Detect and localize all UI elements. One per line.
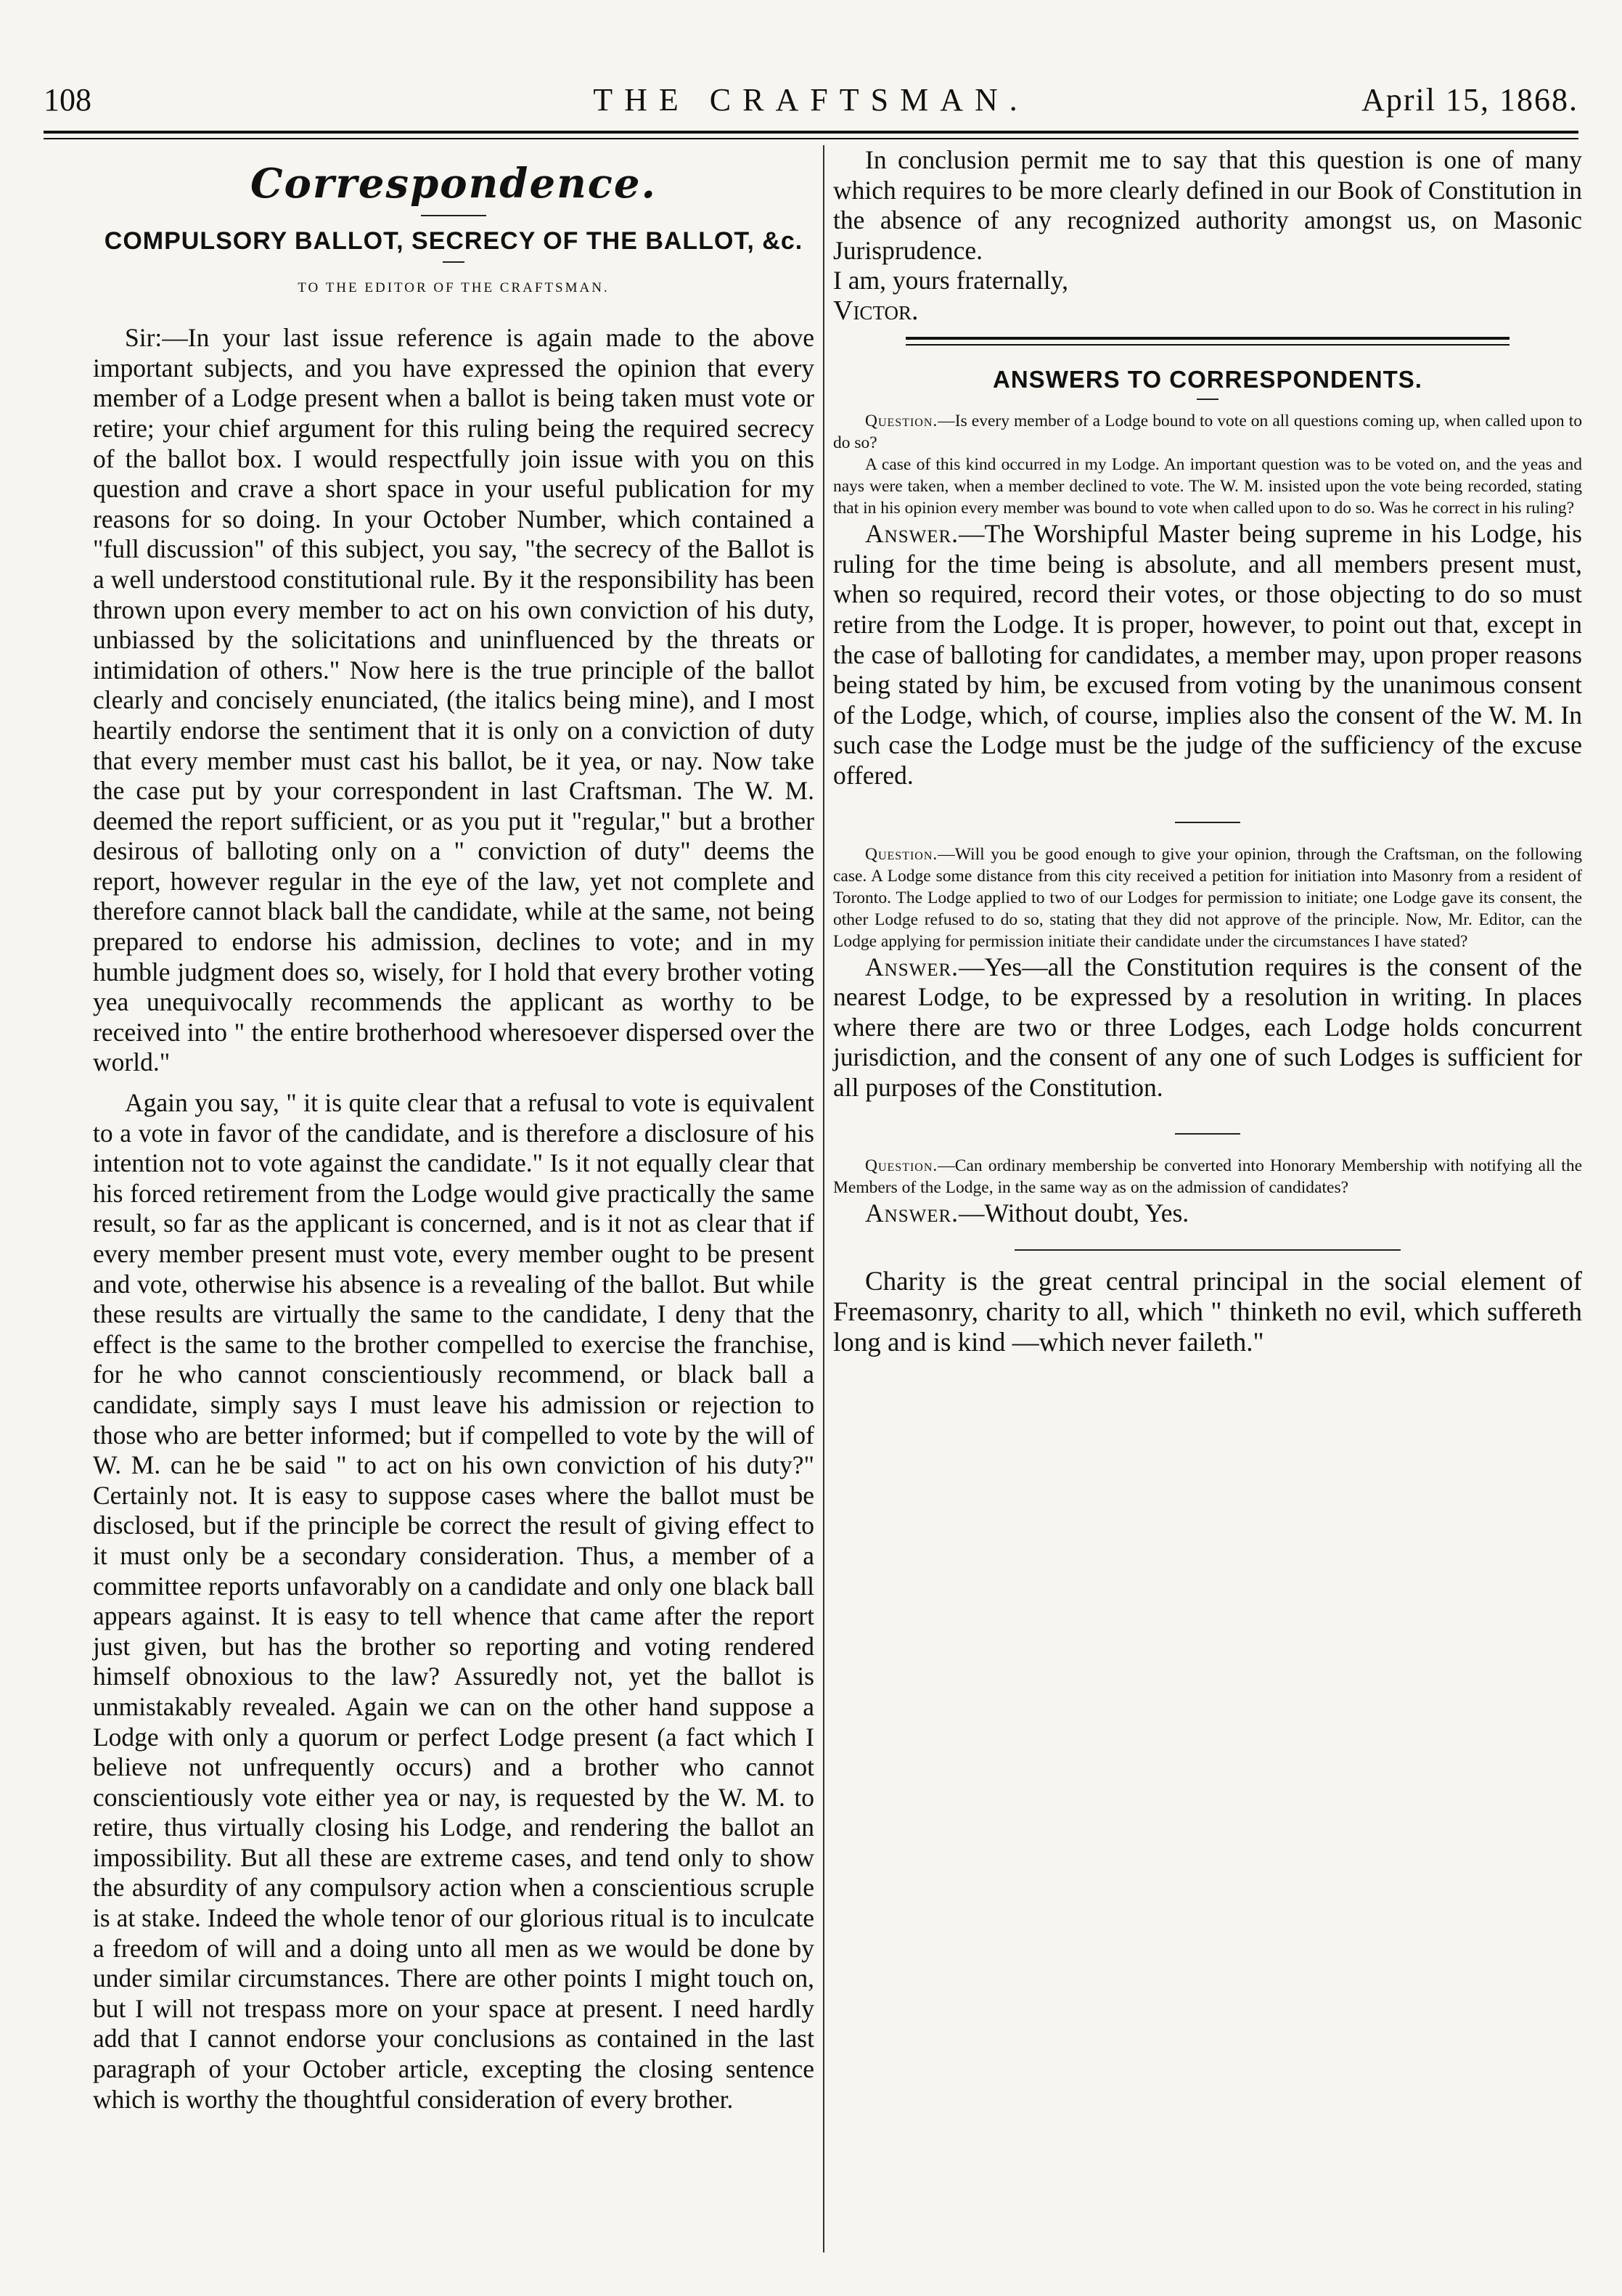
answer-label: Answer. (865, 519, 959, 549)
answer-label: Answer. (865, 952, 959, 981)
letter-paragraph: Sir:—In your last issue reference is again made to the above important subjects, and you have expressed the opinion that every member of a Lodge present when a ballot is being taken must vote or retire; your chief argument for this ruling being the required secrecy of the ballot box. I would respectfully join issue with you on this question and crave a short space in your useful publication for my reasons for so doing. In your October Number, which contained a "full discussion" of this subject, you say, "the secrecy of the Ballot is a well understood constitutional rule. By it the responsibility has been thrown upon every member to act on his own conviction of his duty, unbiassed by the solicitations and uninfluenced by the threats or intimidation of others." Now here is the true principle of the ballot clearly and concisely enunciated, (the italics being mine), and I most heartily endorse the sentiment that it is only on a conviction of duty that every member must cast his ballot, be it yea, or nay. Now take the case put by your correspondent in last Craftsman. The W. M. deemed the report sufficient, or as you put it "regular," but a brother desirous of balloting only on a " conviction of duty" deems the report, however regular in the eye of the law, yet not complete and therefore cannot black ball the candidate, while at the same, not being prepared to endorse his admission, declines to vote; and in my humble judgment does so, wisely, for I hold that every brother voting yea unequivocally recommends the applicant as worthy to be received into " the entire brotherhood wheresoever dispersed over the world." (93, 323, 814, 1077)
question-body: —Can ordinary membership be converted into Honorary Membership with notifying all the Members of the Lodge, in the same way as on the admission of candidates? (833, 1156, 1582, 1198)
header-rule-thin (44, 138, 1578, 139)
answer-item (833, 843, 1582, 1103)
answers-rule (1197, 399, 1218, 400)
letter-paragraph: Again you say, " it is quite clear that a refusal to vote is equivalent to a vote in favor of the candidate, and is therefore a disclosure of his intention not to vote against the candidate." Is it not equally clear that his forced retirement from the Lodge would give practically the same result, so far as the applicant is concerned, and is it not as clear that if every member present must vote, every member ought to be present and vote, otherwise his absence is a revealing of the ballot. But while these results are virtually the same to the candidate, I deny that the effect is the same to the brother compelled to exercise the franchise, for he who cannot conscientiously recommend, or black ball a candidate, simply says I must leave his admission or rejection to those who are better informed; but if compelled to vote by the will of W. M. can he be said " to act on his own conviction of his duty?" Certainly not. It is easy to suppose cases where the ballot must be disclosed, but if the principle be correct the result of giving effect to it must only be a secondary consideration. Thus, a member of a committee reports unfavorably on a candidate and only one black ball appears against. It is easy to tell whence that came after the report just given, but has the brother so reporting and voting rendered himself obnoxious to the law? Assuredly not, yet the ballot is unmistakably revealed. Again we can on the other hand suppose a Lodge with only a quorum or perfect Lodge present (a fact which I believe not unfrequently occurs) and a brother who cannot conscientiously vote either yea or nay, is requested by the W. M. to retire, thus virtually closing his Lodge, and rendering the ballot an impossibility. But all these are extreme cases, and tend only to show the absurdity of any compulsory action when a conscientious scruple is at stake. Indeed the whole tenor of our glorious ritual is to inculcate a freedom of will and a doing unto all men as we would be done by under similar circumstances. There are other points I might touch on, but I will not trespass more on your space at present. I need hardly add that I cannot endorse your conclusions as contained in the last paragraph of your October article, excepting the closing sentence which is worthy the thoughtful consideration of every brother. (93, 1088, 814, 2114)
letter-signoff: I am, yours fraternally, (833, 266, 1068, 295)
left-column (93, 145, 814, 2252)
issue-date: April 15, 1868. (1361, 82, 1578, 118)
column-divider (823, 145, 824, 2252)
section-title: Correspondence. (250, 160, 658, 208)
answers-heading: ANSWERS TO CORRESPONDENTS. (993, 365, 1422, 393)
closing-paragraph: Charity is the great central principal in the social element of Freemasonry, charity to all, which " thinketh no evil, which suffereth long and is kind —which never faileth." (833, 1267, 1582, 1358)
answer-body: —Yes—all the Constitution requires is the consent of the nearest Lodge, to be expressed by a resolution in writing. In places where there are two or three Lodges, each Lodge holds concurrent jurisdiction, and the consent of any one of such Lodges is sufficient for all purposes of the Constitution. (833, 952, 1582, 1102)
header-rule (44, 131, 1578, 134)
question-body: —Will you be good enough to give your opinion, through the Craftsman, on the following case. A Lodge some distance from this city received a petition for initiation into Masonry from a resident of Toronto. The Lodge applied to two of our Lodges for permission to initiate; one Lodge gave its consent, the other Lodge refused to do so, stating that they did not approve of the principle. Now, Mr. Editor, can the Lodge applying for permission initiate their candidate under the circumstances I have stated? (833, 844, 1582, 951)
question-detail: A case of this kind occurred in my Lodge. An important question was to be voted on, and the yeas and nays were taken, when a member declined to vote. The W. M. insisted upon the vote being recorded, stating that in his opinion every member was bound to vote when called upon to do so. Was he correct in his ruling? (833, 455, 1582, 518)
answer-body: —The Worshipful Master being supreme in his Lodge, his ruling for the time being is absolute, and all members present must, when so required, record their votes, or those objecting to do so must retire from the Lodge. It is proper, however, to point out that, except in the case of balloting for candidates, a member may, upon proper reasons being stated by him, be excused from voting by the unanimous consent of the Lodge, which, of course, implies also the consent of the W. M. In such case the Lodge must be the judge of the sufficiency of the excuse offered. (833, 519, 1582, 790)
question-text (833, 1155, 1582, 1198)
answer-text (833, 519, 1582, 790)
question-label: Question. (865, 844, 938, 864)
answer-text (833, 1198, 1582, 1229)
answer-text (833, 952, 1582, 1103)
question-text (833, 410, 1582, 454)
to-editor-line: TO THE EDITOR OF THE CRAFTSMAN. (298, 279, 610, 295)
answer-separator (1175, 822, 1240, 823)
answer-item (833, 410, 1582, 790)
running-head (44, 81, 1578, 125)
page-number: 108 (44, 82, 91, 118)
headline-rule (443, 261, 464, 263)
right-column (833, 145, 1582, 2252)
letter-signature: Victor. (833, 295, 919, 326)
closing-rule (1015, 1249, 1401, 1251)
masthead: THE CRAFTSMAN. (593, 82, 1029, 118)
double-rule (906, 337, 1510, 346)
question-text (833, 843, 1582, 952)
letter-paragraph: In conclusion permit me to say that this question is one of many which requires to be more clearly defined in our Book of Constitution in the absence of any recognized authority amongst us, on Masonic Jurisprudence. (833, 145, 1582, 265)
answer-label: Answer. (865, 1198, 959, 1228)
question-label: Question. (865, 1156, 938, 1176)
question-body: —Is every member of a Lodge bound to vote on all questions coming up, when called upon to do so? (833, 412, 1582, 453)
answer-body: —Without doubt, Yes. (959, 1198, 1189, 1228)
answer-separator (1175, 1133, 1240, 1135)
letter-headline: COMPULSORY BALLOT, SECRECY OF THE BALLOT, &c. (104, 227, 803, 255)
section-rule (421, 215, 486, 216)
answer-item (833, 1155, 1582, 1229)
question-label: Question. (865, 412, 938, 431)
